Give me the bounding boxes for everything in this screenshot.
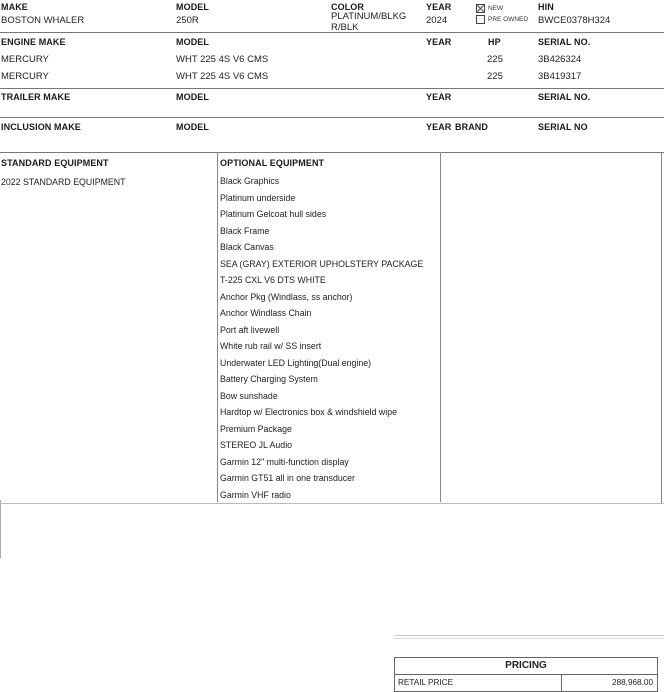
engine-1-hp: 225 [487,54,503,65]
engine-year-label: YEAR [426,37,452,47]
trailer-serial-label: SERIAL NO. [538,92,591,102]
engine-2-serial: 3B419317 [538,71,582,82]
model-label: MODEL [176,2,209,12]
list-item: Black Canvas [220,242,274,252]
inclusion-serial-label: SERIAL NO [538,122,588,132]
equipment-left-border [0,500,1,558]
hin-label: HIN [538,2,554,12]
year-label: YEAR [426,2,452,12]
equipment-right-border [661,152,662,504]
model-value: 250R [176,15,199,26]
year-value: 2024 [426,15,448,26]
engine-2-make: MERCURY [1,71,49,82]
inclusion-divider [0,152,664,153]
new-checkbox-label: NEW [488,5,504,12]
standard-equipment-item: 2022 STANDARD EQUIPMENT [1,177,126,187]
list-item: Premium Package [220,423,292,434]
list-item: Garmin GT51 all in one transducer [220,473,355,483]
equipment-column-divider-1 [217,152,218,502]
engine-model-label: MODEL [176,37,209,47]
make-label: MAKE [1,2,28,12]
new-checkbox[interactable] [476,4,503,13]
list-item: Port aft livewell [220,324,280,335]
checkbox-unchecked-icon [476,15,485,24]
color-label: COLOR [331,2,364,12]
engine-1-serial: 3B426324 [538,54,582,65]
standard-equipment-title: STANDARD EQUIPMENT [1,158,109,168]
pricing-box [394,657,658,692]
inclusion-brand-label: BRAND [455,122,488,132]
list-item: Platinum underside [220,192,296,203]
equipment-bottom-border [0,503,664,504]
list-item: T-225 CXL V6 DTS WHITE [220,275,326,285]
list-item: Garmin VHF radio [220,489,291,500]
inclusion-model-label: MODEL [176,122,209,132]
trailer-divider [0,117,664,118]
preowned-checkbox-label: PRE OWNED [488,16,529,23]
list-item: Underwater LED Lighting(Dual engine) [220,357,372,368]
list-item: Black Graphics [220,176,280,186]
engine-2-hp: 225 [487,71,503,82]
header-divider [0,32,664,33]
equipment-column-divider-2 [440,152,441,502]
inclusion-make-label: INCLUSION MAKE [1,122,81,132]
list-item: Battery Charging System [220,374,318,384]
pricing-title: PRICING [395,658,657,675]
list-item: Black Frame [220,225,270,236]
list-item: White rub rail w/ SS insert [220,341,322,351]
engine-2-model: WHT 225 4S V6 CMS [176,71,269,82]
pricing-separator-2 [394,638,664,639]
trailer-make-label: TRAILER MAKE [1,92,71,102]
engine-serial-label: SERIAL NO. [538,37,591,47]
list-item: Hardtop w/ Electronics box & windshield wipe [220,407,397,417]
list-item: SEA (GRAY) EXTERIOR UPHOLSTERY PACKAGE [220,258,424,269]
list-item: Platinum Gelcoat hull sides [220,209,327,219]
retail-price-label: RETAIL PRICE [398,678,454,687]
color-value: PLATINUM/BLKGR/BLK [331,11,407,33]
list-item: Bow sunshade [220,390,278,401]
list-item: Garmin 12" multi-function display [220,456,349,467]
make-value: BOSTON WHALER [1,15,85,26]
trailer-year-label: YEAR [426,92,452,102]
engine-divider [0,88,664,89]
inclusion-year-label: YEAR [426,122,452,132]
hin-value: BWCE0378H324 [538,15,611,26]
preowned-checkbox[interactable] [476,15,528,24]
engine-1-model: WHT 225 4S V6 CMS [176,54,269,65]
list-item: STEREO JL Audio [220,440,293,450]
retail-price-value: 288,968.00 [612,678,653,687]
optional-equipment-title: OPTIONAL EQUIPMENT [220,158,325,168]
engine-1-make: MERCURY [1,54,49,65]
retail-price-divider [561,675,562,691]
optional-equipment-list [220,173,438,503]
engine-make-label: ENGINE MAKE [1,37,66,47]
list-item: Anchor Windlass Chain [220,308,312,318]
retail-price-row [395,675,657,691]
list-item: Anchor Pkg (Windlass, ss anchor) [220,291,353,302]
trailer-model-label: MODEL [176,92,209,102]
pricing-separator [394,635,664,636]
engine-hp-label: HP [488,37,501,47]
checkbox-checked-icon [476,4,485,13]
